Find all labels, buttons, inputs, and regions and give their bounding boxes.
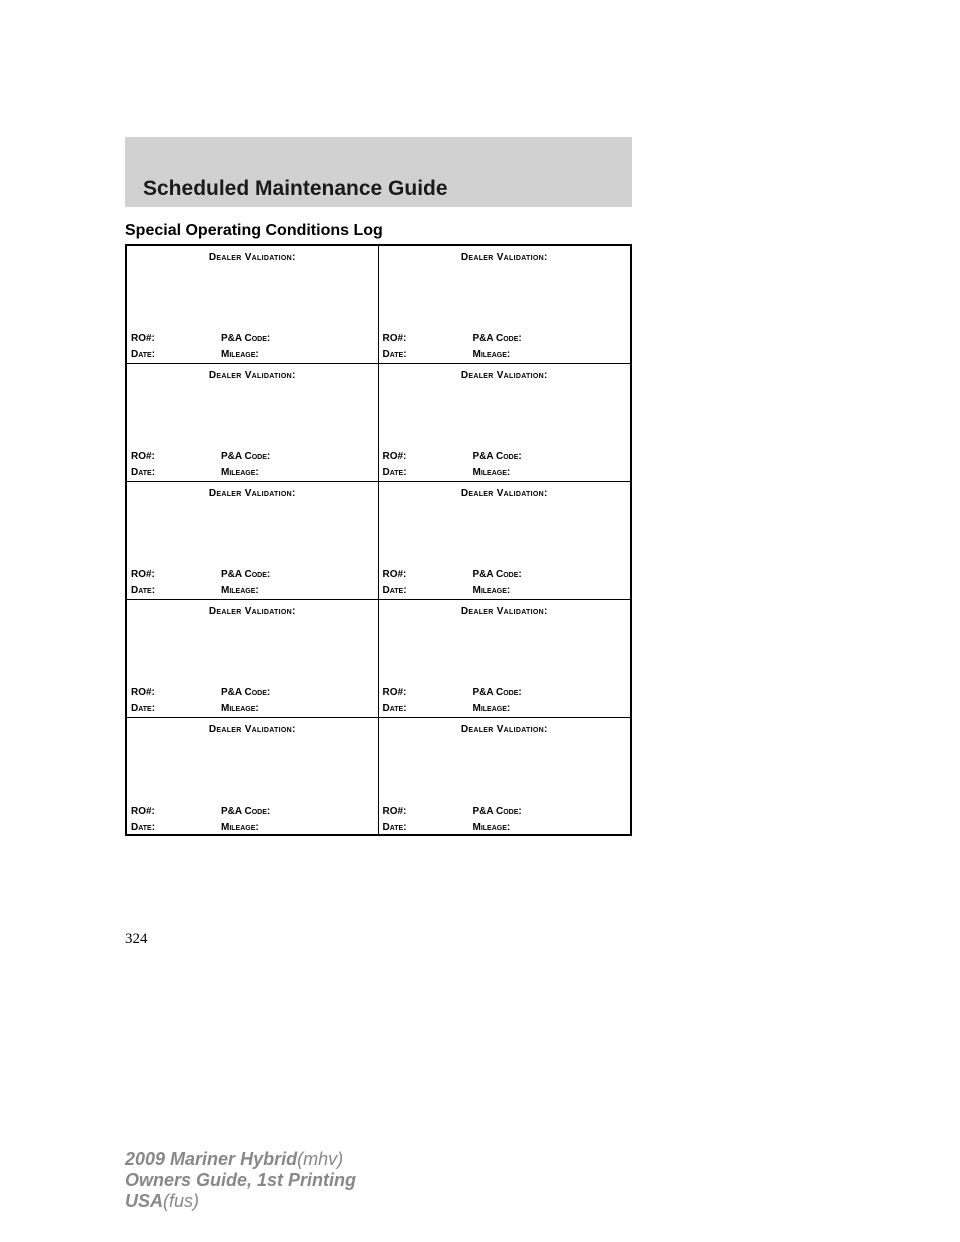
dealer-validation-label: Dealer Validation: xyxy=(208,606,296,617)
dealer-validation-label: Dealer Validation: xyxy=(460,370,548,381)
footer-line-2: Owners Guide, 1st Printing xyxy=(125,1170,357,1190)
footer-imprint xyxy=(125,1149,356,1212)
ro-number-label: RO#: xyxy=(131,806,155,817)
pa-code-label: P&A Code: xyxy=(221,687,271,698)
ro-number-label: RO#: xyxy=(382,806,407,817)
pa-code-label: P&A Code: xyxy=(221,451,271,462)
log-entry-cell xyxy=(379,246,631,363)
mileage-label: Mileage: xyxy=(472,585,511,596)
dealer-validation-label: Dealer Validation: xyxy=(208,252,296,263)
ro-number-label: RO#: xyxy=(131,687,155,698)
log-entry-cell xyxy=(127,600,379,717)
date-label: Date: xyxy=(131,703,156,714)
log-entry-cell xyxy=(379,482,631,599)
log-entry-cell xyxy=(127,718,379,836)
footer-model: 2009 Mariner Hybrid xyxy=(125,1149,298,1169)
page-number: 324 xyxy=(125,931,148,947)
section-title: Special Operating Conditions Log xyxy=(125,222,383,239)
log-row xyxy=(127,600,630,718)
pa-code-label: P&A Code: xyxy=(472,569,522,580)
log-table xyxy=(125,244,632,836)
log-row xyxy=(127,718,630,836)
ro-number-label: RO#: xyxy=(382,333,407,344)
mileage-label: Mileage: xyxy=(221,585,259,596)
log-row xyxy=(127,364,630,482)
pa-code-label: P&A Code: xyxy=(221,569,271,580)
log-row xyxy=(127,482,630,600)
mileage-label: Mileage: xyxy=(221,467,259,478)
mileage-label: Mileage: xyxy=(221,703,259,714)
dealer-validation-label: Dealer Validation: xyxy=(460,724,548,735)
date-label: Date: xyxy=(382,349,407,360)
footer-market-code: (fus) xyxy=(163,1191,200,1211)
footer-line-3 xyxy=(125,1191,356,1212)
dealer-validation-label: Dealer Validation: xyxy=(460,488,548,499)
dealer-validation-label: Dealer Validation: xyxy=(208,488,296,499)
ro-number-label: RO#: xyxy=(131,333,155,344)
footer-model-code: (mhv) xyxy=(297,1149,344,1169)
mileage-label: Mileage: xyxy=(221,349,259,360)
log-entry-cell xyxy=(379,364,631,481)
date-label: Date: xyxy=(382,467,407,478)
ro-number-label: RO#: xyxy=(382,451,407,462)
pa-code-label: P&A Code: xyxy=(472,451,522,462)
date-label: Date: xyxy=(131,349,156,360)
pa-code-label: P&A Code: xyxy=(472,333,522,344)
log-row xyxy=(127,246,630,364)
pa-code-label: P&A Code: xyxy=(221,806,271,817)
dealer-validation-label: Dealer Validation: xyxy=(208,724,296,735)
log-entry-cell xyxy=(379,600,631,717)
dealer-validation-label: Dealer Validation: xyxy=(460,606,548,617)
ro-number-label: RO#: xyxy=(131,451,155,462)
mileage-label: Mileage: xyxy=(472,703,511,714)
date-label: Date: xyxy=(382,585,407,596)
mileage-label: Mileage: xyxy=(472,467,511,478)
log-entry-cell xyxy=(379,718,631,836)
pa-code-label: P&A Code: xyxy=(221,333,271,344)
ro-number-label: RO#: xyxy=(382,569,407,580)
footer-line-1 xyxy=(125,1149,356,1170)
ro-number-label: RO#: xyxy=(131,569,155,580)
log-entry-cell xyxy=(127,364,379,481)
header-band xyxy=(125,137,632,207)
pa-code-label: P&A Code: xyxy=(472,687,522,698)
page-header-title: Scheduled Maintenance Guide xyxy=(143,177,448,200)
dealer-validation-label: Dealer Validation: xyxy=(460,252,548,263)
mileage-label: Mileage: xyxy=(472,822,511,833)
footer-market: USA xyxy=(125,1191,164,1211)
log-entry-cell xyxy=(127,482,379,599)
mileage-label: Mileage: xyxy=(472,349,511,360)
date-label: Date: xyxy=(382,703,407,714)
date-label: Date: xyxy=(131,585,156,596)
mileage-label: Mileage: xyxy=(221,822,259,833)
dealer-validation-label: Dealer Validation: xyxy=(208,370,296,381)
date-label: Date: xyxy=(131,467,156,478)
pa-code-label: P&A Code: xyxy=(472,806,522,817)
ro-number-label: RO#: xyxy=(382,687,407,698)
date-label: Date: xyxy=(382,822,407,833)
date-label: Date: xyxy=(131,822,156,833)
log-entry-cell xyxy=(127,246,379,363)
